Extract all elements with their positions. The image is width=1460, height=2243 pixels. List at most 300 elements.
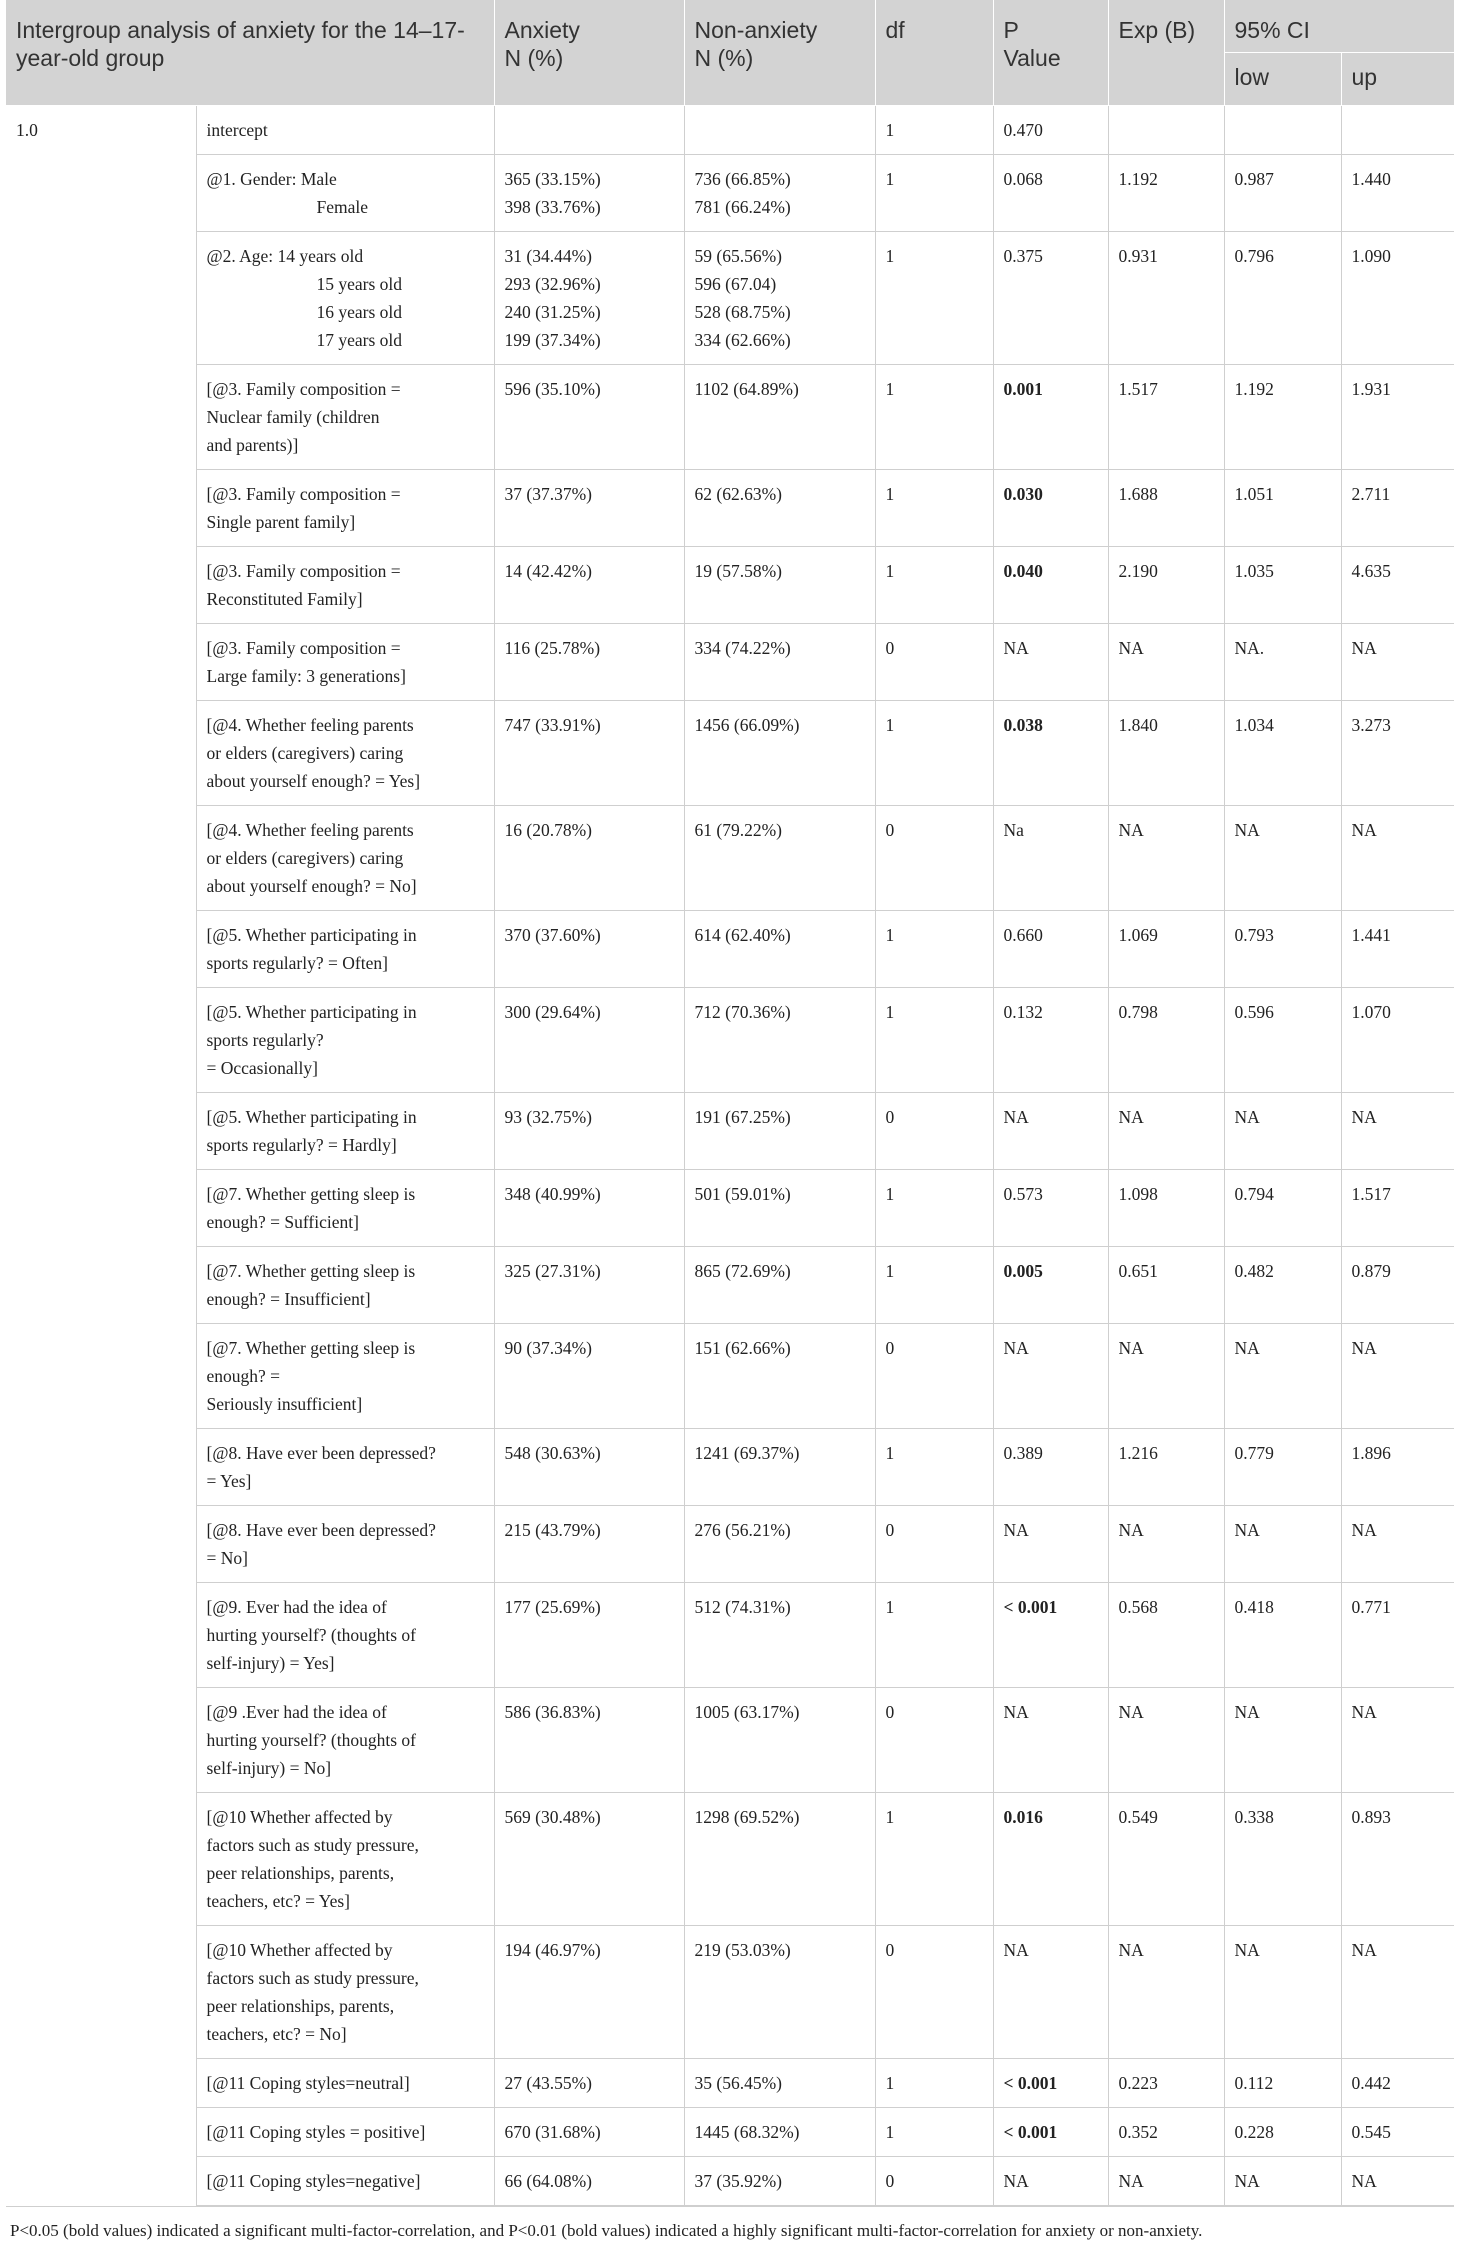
p-value: NA bbox=[993, 1093, 1108, 1170]
ci-up-value: 0.545 bbox=[1341, 2108, 1454, 2157]
df-value: 0 bbox=[875, 624, 993, 701]
anxiety-count-line: 37 (37.37%) bbox=[504, 484, 592, 504]
table-row bbox=[6, 624, 1454, 701]
anxiety-count bbox=[494, 806, 684, 911]
variable-label-line: Reconstituted Family] bbox=[206, 589, 363, 609]
variable-label-line: [@8. Have ever been depressed? bbox=[206, 1520, 436, 1540]
table-row bbox=[6, 1583, 1454, 1688]
variable-label bbox=[196, 1793, 494, 1926]
table-row bbox=[6, 1793, 1454, 1926]
df-value: 1 bbox=[875, 1793, 993, 1926]
anxiety-count bbox=[494, 701, 684, 806]
anxiety-count bbox=[494, 470, 684, 547]
anxiety-count-line: 14 (42.42%) bbox=[504, 561, 592, 581]
header-ci: 95% CI bbox=[1224, 0, 1454, 53]
exp-b-value: 1.192 bbox=[1108, 155, 1224, 232]
nonanxiety-count bbox=[684, 624, 875, 701]
anxiety-count-line: 569 (30.48%) bbox=[504, 1807, 601, 1827]
variable-label-line: [@9 .Ever had the idea of bbox=[206, 1702, 387, 1722]
variable-label-line: [@11 Coping styles = positive] bbox=[206, 2122, 426, 2142]
anxiety-analysis-table bbox=[6, 0, 1455, 2206]
df-value: 1 bbox=[875, 155, 993, 232]
anxiety-count-line: 90 (37.34%) bbox=[504, 1338, 592, 1358]
variable-label bbox=[196, 1688, 494, 1793]
variable-label-line: @1. Gender: Male bbox=[206, 169, 337, 189]
variable-label-line: about yourself enough? = No] bbox=[206, 876, 417, 896]
table-body bbox=[6, 106, 1454, 2206]
variable-label-line: hurting yourself? (thoughts of bbox=[206, 1625, 416, 1645]
nonanxiety-count-line: 614 (62.40%) bbox=[694, 925, 791, 945]
variable-label-line: sports regularly? = Hardly] bbox=[206, 1135, 397, 1155]
ci-low-value: 1.051 bbox=[1224, 470, 1341, 547]
nonanxiety-count bbox=[684, 2157, 875, 2206]
ci-up-value: NA bbox=[1341, 1506, 1454, 1583]
nonanxiety-count-line: 596 (67.04) bbox=[694, 274, 777, 294]
p-value: 0.573 bbox=[993, 1170, 1108, 1247]
nonanxiety-count-line: 61 (79.22%) bbox=[694, 820, 782, 840]
anxiety-count-line: 16 (20.78%) bbox=[504, 820, 592, 840]
variable-label bbox=[196, 2059, 494, 2108]
ci-up-value: 1.441 bbox=[1341, 911, 1454, 988]
nonanxiety-count bbox=[684, 1429, 875, 1506]
ci-up-value: 0.442 bbox=[1341, 2059, 1454, 2108]
nonanxiety-count bbox=[684, 547, 875, 624]
table-row bbox=[6, 1506, 1454, 1583]
exp-b-value: 0.352 bbox=[1108, 2108, 1224, 2157]
table-row bbox=[6, 806, 1454, 911]
df-value: 1 bbox=[875, 988, 993, 1093]
group-label: 1.0 bbox=[6, 106, 196, 2206]
p-value: 0.040 bbox=[993, 547, 1108, 624]
ci-up-value: NA bbox=[1341, 806, 1454, 911]
variable-label-line: = Occasionally] bbox=[206, 1058, 318, 1078]
nonanxiety-count bbox=[684, 2059, 875, 2108]
anxiety-count bbox=[494, 988, 684, 1093]
ci-up-value: 1.931 bbox=[1341, 365, 1454, 470]
anxiety-count-line: 27 (43.55%) bbox=[504, 2073, 592, 2093]
nonanxiety-count bbox=[684, 232, 875, 365]
df-value: 1 bbox=[875, 1247, 993, 1324]
df-value: 1 bbox=[875, 1583, 993, 1688]
variable-label-line: [@11 Coping styles=neutral] bbox=[206, 2073, 410, 2093]
variable-label-line: 17 years old bbox=[316, 330, 403, 350]
nonanxiety-count-line: 276 (56.21%) bbox=[694, 1520, 791, 1540]
nonanxiety-count-line: 1005 (63.17%) bbox=[694, 1702, 800, 1722]
variable-label-line: [@3. Family composition = bbox=[206, 379, 401, 399]
ci-low-value: 0.793 bbox=[1224, 911, 1341, 988]
df-value: 0 bbox=[875, 1688, 993, 1793]
ci-low-value: 0.794 bbox=[1224, 1170, 1341, 1247]
exp-b-value: 1.517 bbox=[1108, 365, 1224, 470]
variable-label-line: sports regularly? bbox=[206, 1030, 324, 1050]
ci-up-value bbox=[1341, 106, 1454, 155]
exp-b-value: 1.840 bbox=[1108, 701, 1224, 806]
nonanxiety-count-line: 1241 (69.37%) bbox=[694, 1443, 800, 1463]
variable-label-line: [@4. Whether feeling parents bbox=[206, 715, 414, 735]
header-df: df bbox=[875, 0, 993, 106]
anxiety-count-line: 586 (36.83%) bbox=[504, 1702, 601, 1722]
anxiety-count-line: 325 (27.31%) bbox=[504, 1261, 601, 1281]
nonanxiety-count-line: 865 (72.69%) bbox=[694, 1261, 791, 1281]
table-row bbox=[6, 470, 1454, 547]
header-ci-low: low bbox=[1224, 53, 1341, 106]
p-value: NA bbox=[993, 624, 1108, 701]
p-value: 0.375 bbox=[993, 232, 1108, 365]
ci-low-value: 1.035 bbox=[1224, 547, 1341, 624]
variable-label-line: [@3. Family composition = bbox=[206, 638, 401, 658]
exp-b-value: 0.651 bbox=[1108, 1247, 1224, 1324]
anxiety-count bbox=[494, 624, 684, 701]
nonanxiety-count bbox=[684, 1093, 875, 1170]
p-value: NA bbox=[993, 1926, 1108, 2059]
anxiety-count bbox=[494, 232, 684, 365]
anxiety-count-line: 747 (33.91%) bbox=[504, 715, 601, 735]
nonanxiety-count-line: 191 (67.25%) bbox=[694, 1107, 791, 1127]
nonanxiety-count-line: 334 (62.66%) bbox=[694, 330, 791, 350]
nonanxiety-count bbox=[684, 911, 875, 988]
nonanxiety-count-line: 736 (66.85%) bbox=[694, 169, 791, 189]
variable-label bbox=[196, 1926, 494, 2059]
table-footnote: P<0.05 (bold values) indicated a significant multi-factor-correlation, and P<0.01 (bold values) indicated a highly significant multi-factor-correlation for anxiety or non-anxiety. bbox=[6, 2206, 1454, 2243]
df-value: 1 bbox=[875, 911, 993, 988]
table-row bbox=[6, 1324, 1454, 1429]
p-value: 0.470 bbox=[993, 106, 1108, 155]
variable-label-line: [@3. Family composition = bbox=[206, 561, 401, 581]
p-value: NA bbox=[993, 1688, 1108, 1793]
p-value: < 0.001 bbox=[993, 2059, 1108, 2108]
anxiety-count-line: 398 (33.76%) bbox=[504, 197, 601, 217]
anxiety-count-line: 199 (37.34%) bbox=[504, 330, 601, 350]
anxiety-count bbox=[494, 1926, 684, 2059]
nonanxiety-count bbox=[684, 365, 875, 470]
p-value: NA bbox=[993, 2157, 1108, 2206]
exp-b-value: 2.190 bbox=[1108, 547, 1224, 624]
anxiety-count bbox=[494, 1170, 684, 1247]
table-row bbox=[6, 2108, 1454, 2157]
nonanxiety-count-line: 1445 (68.32%) bbox=[694, 2122, 800, 2142]
anxiety-count-line: 293 (32.96%) bbox=[504, 274, 601, 294]
variable-label bbox=[196, 155, 494, 232]
anxiety-count-line: 370 (37.60%) bbox=[504, 925, 601, 945]
variable-label-line: [@10 Whether affected by bbox=[206, 1940, 393, 1960]
variable-label-line: peer relationships, parents, bbox=[206, 1863, 395, 1883]
nonanxiety-count bbox=[684, 1506, 875, 1583]
p-value: 0.068 bbox=[993, 155, 1108, 232]
ci-low-value: 0.482 bbox=[1224, 1247, 1341, 1324]
exp-b-value: 0.568 bbox=[1108, 1583, 1224, 1688]
nonanxiety-count bbox=[684, 806, 875, 911]
table-header bbox=[6, 0, 1454, 106]
variable-label bbox=[196, 701, 494, 806]
exp-b-value: NA bbox=[1108, 1324, 1224, 1429]
anxiety-count bbox=[494, 1324, 684, 1429]
header-ci-up: up bbox=[1341, 53, 1454, 106]
variable-label-line: 15 years old bbox=[316, 274, 403, 294]
variable-label-line: intercept bbox=[206, 120, 268, 140]
p-value: 0.016 bbox=[993, 1793, 1108, 1926]
table-row bbox=[6, 232, 1454, 365]
ci-low-value: 0.987 bbox=[1224, 155, 1341, 232]
nonanxiety-count bbox=[684, 1170, 875, 1247]
variable-label-line: sports regularly? = Often] bbox=[206, 953, 388, 973]
variable-label bbox=[196, 988, 494, 1093]
ci-low-value: NA bbox=[1224, 1688, 1341, 1793]
exp-b-value: 1.069 bbox=[1108, 911, 1224, 988]
ci-low-value: 0.779 bbox=[1224, 1429, 1341, 1506]
variable-label-line: peer relationships, parents, bbox=[206, 1996, 395, 2016]
anxiety-count-line: 177 (25.69%) bbox=[504, 1597, 601, 1617]
variable-label bbox=[196, 2108, 494, 2157]
anxiety-count bbox=[494, 1688, 684, 1793]
exp-b-value: NA bbox=[1108, 624, 1224, 701]
variable-label bbox=[196, 806, 494, 911]
exp-b-value: 1.098 bbox=[1108, 1170, 1224, 1247]
df-value: 1 bbox=[875, 2059, 993, 2108]
nonanxiety-count bbox=[684, 1926, 875, 2059]
variable-label-line: [@8. Have ever been depressed? bbox=[206, 1443, 436, 1463]
variable-label-line: self-injury) = No] bbox=[206, 1758, 332, 1778]
variable-label bbox=[196, 911, 494, 988]
df-value: 0 bbox=[875, 1506, 993, 1583]
variable-label-line: teachers, etc? = No] bbox=[206, 2024, 347, 2044]
df-value: 1 bbox=[875, 547, 993, 624]
nonanxiety-count-line: 1298 (69.52%) bbox=[694, 1807, 800, 1827]
anxiety-count bbox=[494, 2108, 684, 2157]
exp-b-value: 1.688 bbox=[1108, 470, 1224, 547]
df-value: 0 bbox=[875, 1324, 993, 1429]
header-title: Intergroup analysis of anxiety for the 14–17-year-old group bbox=[6, 0, 494, 106]
ci-low-value: 0.796 bbox=[1224, 232, 1341, 365]
exp-b-value: 1.216 bbox=[1108, 1429, 1224, 1506]
nonanxiety-count-line: 151 (62.66%) bbox=[694, 1338, 791, 1358]
variable-label bbox=[196, 106, 494, 155]
variable-label bbox=[196, 1506, 494, 1583]
p-value: NA bbox=[993, 1506, 1108, 1583]
variable-label bbox=[196, 365, 494, 470]
variable-label-line: [@11 Coping styles=negative] bbox=[206, 2171, 421, 2191]
variable-label-line: [@7. Whether getting sleep is bbox=[206, 1338, 416, 1358]
df-value: 0 bbox=[875, 2157, 993, 2206]
p-value: < 0.001 bbox=[993, 1583, 1108, 1688]
variable-label bbox=[196, 547, 494, 624]
nonanxiety-count bbox=[684, 1793, 875, 1926]
variable-label-line: Single parent family] bbox=[206, 512, 356, 532]
df-value: 0 bbox=[875, 806, 993, 911]
anxiety-count bbox=[494, 2157, 684, 2206]
table-row bbox=[6, 911, 1454, 988]
exp-b-value: NA bbox=[1108, 1506, 1224, 1583]
variable-label bbox=[196, 1170, 494, 1247]
anxiety-count-line: 348 (40.99%) bbox=[504, 1184, 601, 1204]
nonanxiety-count-line: 219 (53.03%) bbox=[694, 1940, 791, 1960]
variable-label-line: [@4. Whether feeling parents bbox=[206, 820, 414, 840]
variable-label-line: hurting yourself? (thoughts of bbox=[206, 1730, 416, 1750]
anxiety-count bbox=[494, 1793, 684, 1926]
anxiety-count-line: 670 (31.68%) bbox=[504, 2122, 601, 2142]
nonanxiety-count bbox=[684, 1583, 875, 1688]
p-value: < 0.001 bbox=[993, 2108, 1108, 2157]
anxiety-count bbox=[494, 365, 684, 470]
exp-b-value: NA bbox=[1108, 806, 1224, 911]
variable-label-line: = Yes] bbox=[206, 1471, 252, 1491]
table-row bbox=[6, 155, 1454, 232]
variable-label-line: [@7. Whether getting sleep is bbox=[206, 1184, 416, 1204]
anxiety-count-line: 116 (25.78%) bbox=[504, 638, 601, 658]
ci-up-value: 1.090 bbox=[1341, 232, 1454, 365]
anxiety-count bbox=[494, 155, 684, 232]
anxiety-count bbox=[494, 1429, 684, 1506]
nonanxiety-count-line: 1456 (66.09%) bbox=[694, 715, 800, 735]
df-value: 0 bbox=[875, 1093, 993, 1170]
exp-b-value: NA bbox=[1108, 1093, 1224, 1170]
table-row bbox=[6, 1093, 1454, 1170]
table-row bbox=[6, 1170, 1454, 1247]
nonanxiety-count-line: 712 (70.36%) bbox=[694, 1002, 791, 1022]
p-value: NA bbox=[993, 1324, 1108, 1429]
ci-low-value bbox=[1224, 106, 1341, 155]
anxiety-count bbox=[494, 547, 684, 624]
p-value: 0.030 bbox=[993, 470, 1108, 547]
nonanxiety-count bbox=[684, 106, 875, 155]
p-value: 0.001 bbox=[993, 365, 1108, 470]
ci-up-value: NA bbox=[1341, 624, 1454, 701]
variable-label-line: [@5. Whether participating in bbox=[206, 1107, 417, 1127]
variable-label-line: Seriously insufficient] bbox=[206, 1394, 363, 1414]
ci-low-value: NA bbox=[1224, 1926, 1341, 2059]
p-value: 0.038 bbox=[993, 701, 1108, 806]
nonanxiety-count-line: 1102 (64.89%) bbox=[694, 379, 799, 399]
table-row bbox=[6, 988, 1454, 1093]
variable-label-line: [@5. Whether participating in bbox=[206, 1002, 417, 1022]
table-container bbox=[6, 0, 1454, 2243]
variable-label-line: = No] bbox=[206, 1548, 248, 1568]
variable-label-line: enough? = bbox=[206, 1366, 281, 1386]
exp-b-value: NA bbox=[1108, 2157, 1224, 2206]
exp-b-value: NA bbox=[1108, 1688, 1224, 1793]
ci-up-value: NA bbox=[1341, 1926, 1454, 2059]
anxiety-count bbox=[494, 1506, 684, 1583]
nonanxiety-count bbox=[684, 470, 875, 547]
table-row bbox=[6, 1247, 1454, 1324]
variable-label-line: @2. Age: 14 years old bbox=[206, 246, 364, 266]
variable-label bbox=[196, 1583, 494, 1688]
variable-label-line: enough? = Sufficient] bbox=[206, 1212, 359, 1232]
exp-b-value bbox=[1108, 106, 1224, 155]
ci-up-value: 1.896 bbox=[1341, 1429, 1454, 1506]
variable-label bbox=[196, 1093, 494, 1170]
ci-up-value: 0.879 bbox=[1341, 1247, 1454, 1324]
table-row bbox=[6, 2059, 1454, 2108]
header-nonanxiety: Non-anxiety N (%) bbox=[684, 0, 875, 106]
anxiety-count bbox=[494, 2059, 684, 2108]
ci-low-value: 0.596 bbox=[1224, 988, 1341, 1093]
nonanxiety-count bbox=[684, 701, 875, 806]
ci-low-value: 0.418 bbox=[1224, 1583, 1341, 1688]
anxiety-count-line: 215 (43.79%) bbox=[504, 1520, 601, 1540]
variable-label-line: Large family: 3 generations] bbox=[206, 666, 406, 686]
nonanxiety-count-line: 59 (65.56%) bbox=[694, 246, 782, 266]
ci-up-value: 2.711 bbox=[1341, 470, 1454, 547]
variable-label bbox=[196, 2157, 494, 2206]
ci-up-value: 4.635 bbox=[1341, 547, 1454, 624]
ci-up-value: NA bbox=[1341, 1324, 1454, 1429]
df-value: 1 bbox=[875, 1429, 993, 1506]
variable-label bbox=[196, 624, 494, 701]
anxiety-count bbox=[494, 1583, 684, 1688]
variable-label-line: 16 years old bbox=[316, 302, 403, 322]
anxiety-count bbox=[494, 911, 684, 988]
header-anxiety: Anxiety N (%) bbox=[494, 0, 684, 106]
anxiety-count-line: 596 (35.10%) bbox=[504, 379, 601, 399]
ci-up-value: 1.070 bbox=[1341, 988, 1454, 1093]
ci-up-value: 0.893 bbox=[1341, 1793, 1454, 1926]
variable-label-line: enough? = Insufficient] bbox=[206, 1289, 371, 1309]
anxiety-count bbox=[494, 1247, 684, 1324]
anxiety-count-line: 93 (32.75%) bbox=[504, 1107, 592, 1127]
p-value: 0.660 bbox=[993, 911, 1108, 988]
ci-up-value: NA bbox=[1341, 1688, 1454, 1793]
exp-b-value: 0.931 bbox=[1108, 232, 1224, 365]
p-value: 0.389 bbox=[993, 1429, 1108, 1506]
variable-label-line: [@3. Family composition = bbox=[206, 484, 401, 504]
df-value: 1 bbox=[875, 106, 993, 155]
variable-label-line: factors such as study pressure, bbox=[206, 1968, 419, 1988]
anxiety-count bbox=[494, 106, 684, 155]
variable-label bbox=[196, 232, 494, 365]
anxiety-count-line: 194 (46.97%) bbox=[504, 1940, 601, 1960]
nonanxiety-count-line: 512 (74.31%) bbox=[694, 1597, 791, 1617]
ci-low-value: NA bbox=[1224, 806, 1341, 911]
ci-low-value: NA bbox=[1224, 1506, 1341, 1583]
ci-up-value: 1.440 bbox=[1341, 155, 1454, 232]
variable-label-line: or elders (caregivers) caring bbox=[206, 743, 404, 763]
anxiety-count bbox=[494, 1093, 684, 1170]
ci-low-value: 0.228 bbox=[1224, 2108, 1341, 2157]
anxiety-count-line: 365 (33.15%) bbox=[504, 169, 601, 189]
variable-label-line: self-injury) = Yes] bbox=[206, 1653, 335, 1673]
anxiety-count-line: 31 (34.44%) bbox=[504, 246, 592, 266]
exp-b-value: 0.798 bbox=[1108, 988, 1224, 1093]
ci-up-value: NA bbox=[1341, 1093, 1454, 1170]
nonanxiety-count bbox=[684, 155, 875, 232]
p-value: Na bbox=[993, 806, 1108, 911]
df-value: 1 bbox=[875, 1170, 993, 1247]
variable-label bbox=[196, 470, 494, 547]
table-row bbox=[6, 1688, 1454, 1793]
table-row bbox=[6, 1429, 1454, 1506]
nonanxiety-count bbox=[684, 1247, 875, 1324]
ci-low-value: 1.034 bbox=[1224, 701, 1341, 806]
exp-b-value: NA bbox=[1108, 1926, 1224, 2059]
variable-label-line: about yourself enough? = Yes] bbox=[206, 771, 421, 791]
ci-low-value: NA. bbox=[1224, 624, 1341, 701]
anxiety-count-line: 548 (30.63%) bbox=[504, 1443, 601, 1463]
table-row bbox=[6, 365, 1454, 470]
variable-label-line: [@9. Ever had the idea of bbox=[206, 1597, 387, 1617]
nonanxiety-count-line: 334 (74.22%) bbox=[694, 638, 791, 658]
ci-low-value: NA bbox=[1224, 1093, 1341, 1170]
variable-label-line: or elders (caregivers) caring bbox=[206, 848, 404, 868]
variable-label-line: teachers, etc? = Yes] bbox=[206, 1891, 350, 1911]
table-row bbox=[6, 547, 1454, 624]
variable-label-line: [@7. Whether getting sleep is bbox=[206, 1261, 416, 1281]
nonanxiety-count-line: 528 (68.75%) bbox=[694, 302, 791, 322]
nonanxiety-count-line: 501 (59.01%) bbox=[694, 1184, 791, 1204]
nonanxiety-count-line: 35 (56.45%) bbox=[694, 2073, 782, 2093]
ci-up-value: 0.771 bbox=[1341, 1583, 1454, 1688]
variable-label-line: Female bbox=[316, 197, 369, 217]
table-row bbox=[6, 701, 1454, 806]
